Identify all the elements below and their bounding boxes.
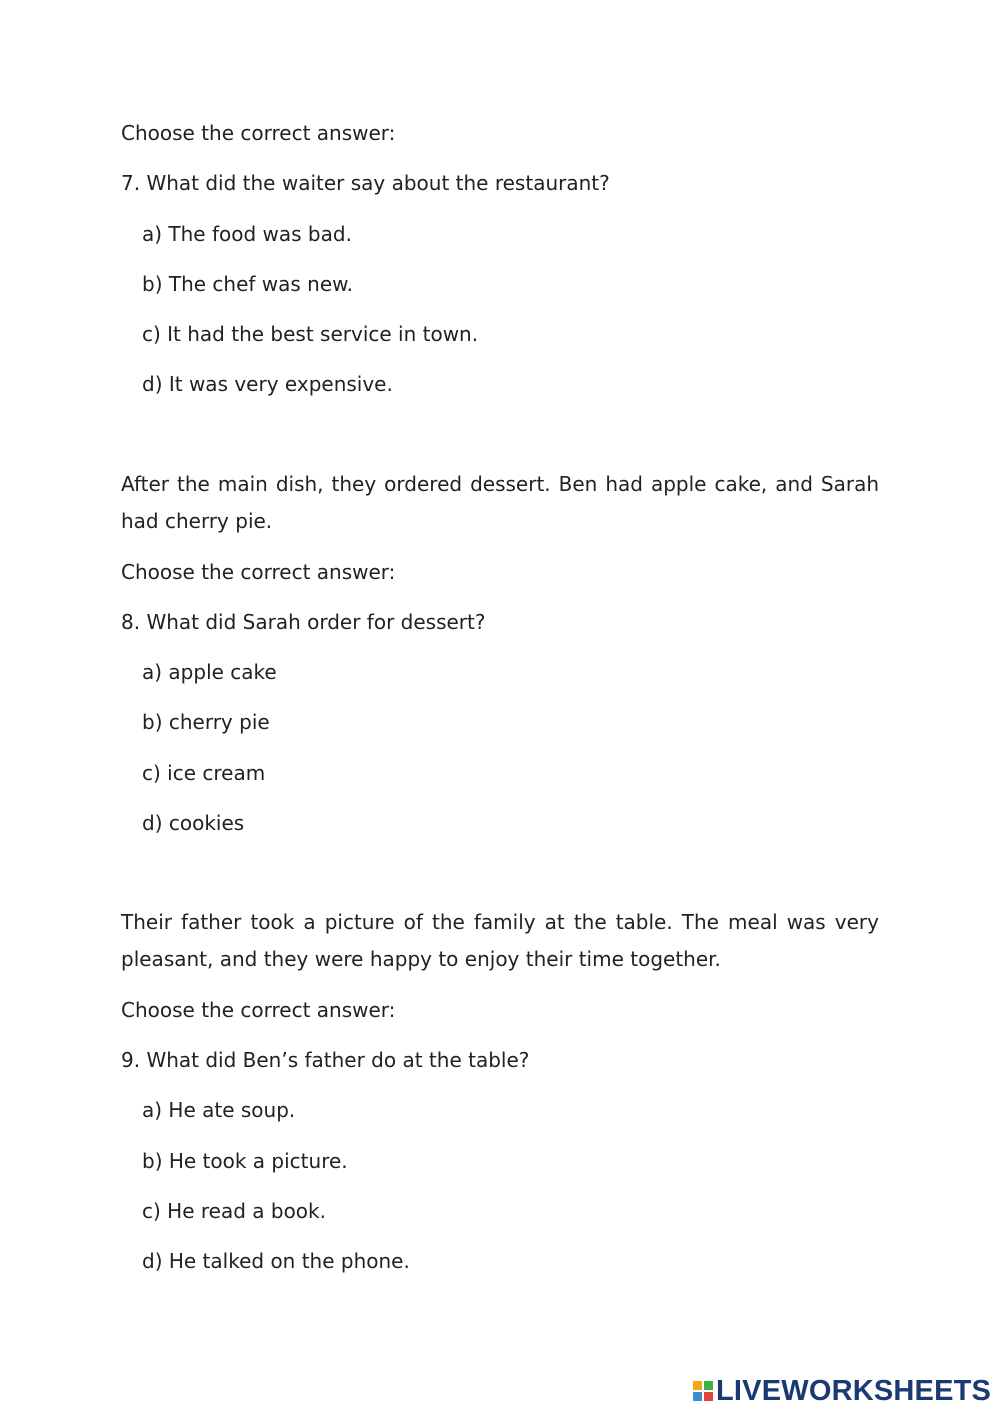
question-8: 8. What did Sarah order for dessert? — [121, 610, 486, 634]
question-9-option-c: c) He read a book. — [142, 1199, 326, 1223]
instruction-2: Choose the correct answer: — [121, 560, 396, 584]
question-7-option-d: d) It was very expensive. — [142, 372, 393, 396]
question-9-option-a: a) He ate soup. — [142, 1098, 296, 1122]
liveworksheets-logo — [693, 1374, 991, 1408]
logo-square — [693, 1381, 702, 1390]
instruction-3: Choose the correct answer: — [121, 998, 396, 1022]
question-8-option-c: c) ice cream — [142, 761, 266, 785]
question-8-option-a: a) apple cake — [142, 660, 277, 684]
question-9-option-b: b) He took a picture. — [142, 1149, 348, 1173]
question-7-option-a: a) The food was bad. — [142, 222, 352, 246]
passage-2: After the main dish, they ordered dessert. Ben had apple cake, and Sarah had cherry pie. — [121, 472, 879, 533]
question-9-option-d: d) He talked on the phone. — [142, 1249, 410, 1273]
logo-text: LIVEWORKSHEETS — [716, 1374, 992, 1407]
logo-square — [704, 1392, 713, 1401]
question-7-option-b: b) The chef was new. — [142, 272, 354, 296]
question-9: 9. What did Ben’s father do at the table? — [121, 1048, 530, 1072]
question-8-option-b: b) cherry pie — [142, 710, 270, 734]
logo-square — [693, 1392, 702, 1401]
instruction-1: Choose the correct answer: — [121, 121, 396, 145]
liveworksheets-logo-icon — [693, 1381, 713, 1401]
passage-3: Their father took a picture of the family at the table. The meal was very pleasant, and they were happy to enjoy their time together. — [121, 910, 879, 971]
question-7-option-c: c) It had the best service in town. — [142, 322, 479, 346]
question-8-option-d: d) cookies — [142, 811, 245, 835]
logo-square — [704, 1381, 713, 1390]
question-7: 7. What did the waiter say about the restaurant? — [121, 171, 610, 195]
